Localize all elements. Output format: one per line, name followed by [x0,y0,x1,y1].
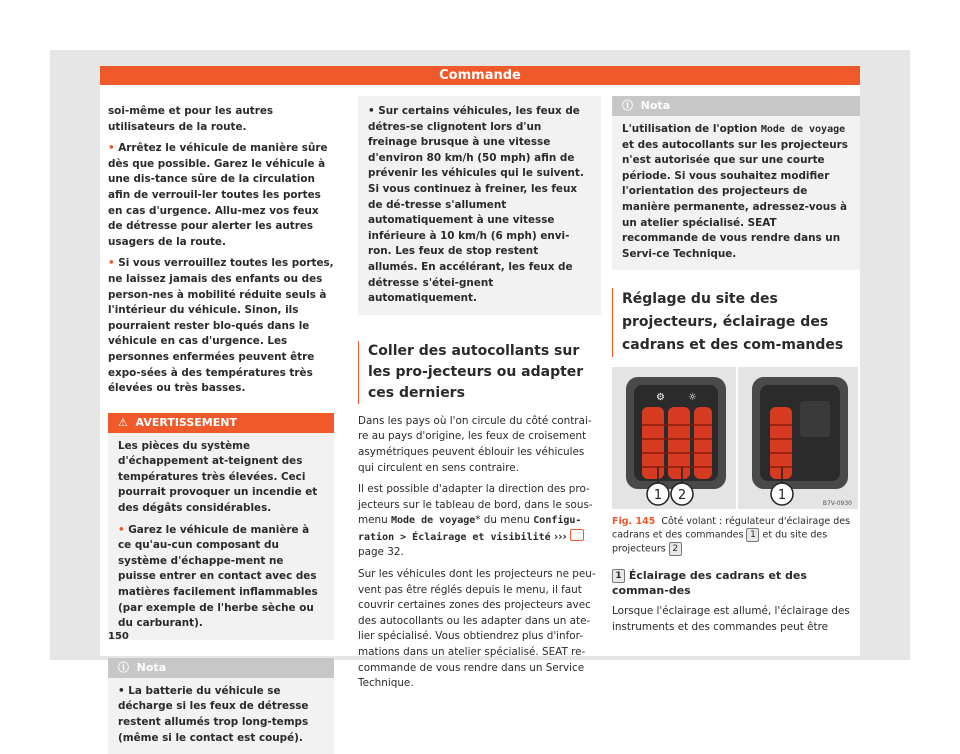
figure-code: B7V-0930 [822,500,852,508]
callout-label: 1 [653,488,663,504]
bullet-icon: • [368,105,379,117]
info-icon: ⓘ [622,99,633,112]
callout-label: 2 [677,488,687,504]
column-middle [358,96,601,698]
paragraph: Lorsque l'éclairage est allumé, l'éclairage des instruments et des commandes peut être [612,605,850,633]
paragraph: Dans les pays où l'on circule du côté contrai-re au pays d'origine, les feux de croisement asymétriques peuvent éblouir les véhicules qui circulent en sens contraire. [358,414,592,474]
warning-triangle-icon: ⚠ [118,415,128,429]
warning-title: AVERTISSEMENT [135,415,237,429]
bullet-text: Arrêtez le véhicule de manière sûre dès que possible. Garez le véhicule à une dis-tance sûre de la circulation afin de verrouil-ler toutes les portes en cas d'urgence. Allu-mez vos feux de détresse pour alerter les autres usagers de la route. [108,142,328,248]
bullet-text: Sur certains véhicules, les feux de détres-se clignotent lors d'un freinage brusque à une vitesse d'environ 80 km/h (50 mph) afin de prévenir les véhicules qui le suivent. Si vous continuez à freiner, les feux de dé-tresse s'allument automatiquement à une vitesse inférieure à 10 km/h (6 mph) envi-ron. Les feux de stop restent allumés. En accélérant, les feux de détresse s'étei-gnent automatiquement. [368,105,584,305]
menu-ref-mode: Mode de voyage [391,515,476,527]
note-body [612,116,860,270]
bullet-icon: • [108,257,119,270]
warning-text: Les pièces du système d'échappement at-teignent des températures très élevées. Ceci pourrait provoquer un incendie et des dégâts considérables. [118,439,318,515]
callout-label: 1 [777,488,787,504]
paragraph: soi-même et pour les autres utilisateurs de la route. [108,105,274,133]
bullet-text: La batterie du véhicule se décharge si les feux de détresse restent allumés trop long-temps (même si le contact est coupé). [118,684,309,744]
dimmer-wheel[interactable] [642,407,664,479]
bullet-item [108,141,334,250]
column-left [108,104,334,754]
warning-header [108,413,334,433]
page-link[interactable]: page 32 [358,546,401,559]
headlight-symbol-icon: ☼ [688,392,697,404]
note-body [108,678,334,754]
book-icon [570,529,584,541]
arrow-ref: ››› [553,530,567,543]
note-box [612,96,860,270]
bullet-text: Garez le véhicule de manière à ce qu'au-cun composant du système d'échappe-ment ne puisse entrer en contact avec des matières facilement inflammables (par exemple de l'herbe sèche ou du carburant). [118,523,318,630]
continuation-box [358,96,601,315]
figure-illustration [612,367,858,509]
note-title: Nota [136,660,167,674]
dimmer-wheel[interactable] [770,407,792,479]
text: et du site des projecteurs [612,529,828,555]
figure-dashboard-controls [612,367,858,509]
text: Côté volant : régulateur d'éclairage des cadrans et des commandes [612,516,851,541]
note-title: Nota [640,99,671,112]
item-heading [612,568,860,598]
menu-ref-config: Configu-ration > Éclairage et visibilité [358,515,582,543]
section-title: Coller des autocollants sur les pro-jecteurs ou adapter ces derniers [358,341,601,404]
text: * du menu [475,514,534,527]
text: L'utilisation de l'option [622,123,761,135]
bullet-icon: • [118,523,129,536]
number-badge: 1 [746,528,759,542]
text: . [400,546,404,559]
bullet-item [118,523,324,632]
number-badge: 2 [669,542,682,556]
headlight-range-wheel[interactable] [668,407,690,479]
column-right [612,96,860,642]
item-title: Éclairage des cadrans et des comman-des [612,569,807,598]
note-box [108,658,334,754]
bullet-item [368,104,591,307]
figure-label: Fig. 145 [612,516,656,528]
bullet-text: Si vous verrouillez toutes les portes, ne laissez jamais des enfants ou des person-nes à mobilité réduite seuls à l'intérieur du véhicule. Sinon, ils pourraient rester blo-qués dans le véhicule en cas d'urgence. Les personnes enfermées peuvent être expo-sées à des températures très élevées ou très basses. [108,257,334,395]
bullet-item [118,684,324,746]
note-header [108,658,334,678]
number-badge: 1 [612,569,625,583]
page-number: 150 [108,631,129,642]
warning-box [108,413,334,640]
bullet-icon: • [108,142,119,155]
figure-caption [612,515,860,556]
warning-body [108,433,334,640]
dimmer-symbol-icon: ⚙ [656,392,665,404]
info-icon: ⓘ [118,660,129,674]
text: Il est possible d'adapter la direction des pro-jecteurs sur le tableau de bord, dans le sous-menu [358,483,593,527]
continuation-body [358,96,601,315]
bullet-item [108,256,334,396]
page-header: Commande [100,66,860,85]
paragraph: Sur les véhicules dont les projecteurs ne peu-vent pas être réglés depuis le menu, il faut couvrir certaines zones des projecteurs avec des autocollants ou les adapter dans un ate-lier spécialisé. Vous obtiendrez plus d'infor-mations dans un atelier spécialisé. SEAT re-commande de vous rendre dans un Service Technique. [358,568,596,690]
note-header [612,96,860,116]
menu-ref-mode: Mode de voyage [760,124,846,135]
section-title: Réglage du site des projecteurs, éclairage des cadrans et des com-mandes [612,288,860,357]
text: et des autocollants sur les projecteurs n'est autorisée que sur une courte période. Si vous souhaitez modifier l'orientation des projecteurs de manière permanente, adressez-vous à un atelier spécialisé. SEAT recommande de vous rendre dans un Servi-ce Technique. [622,138,848,260]
bullet-icon: • [118,684,129,697]
paragraph [358,482,601,561]
